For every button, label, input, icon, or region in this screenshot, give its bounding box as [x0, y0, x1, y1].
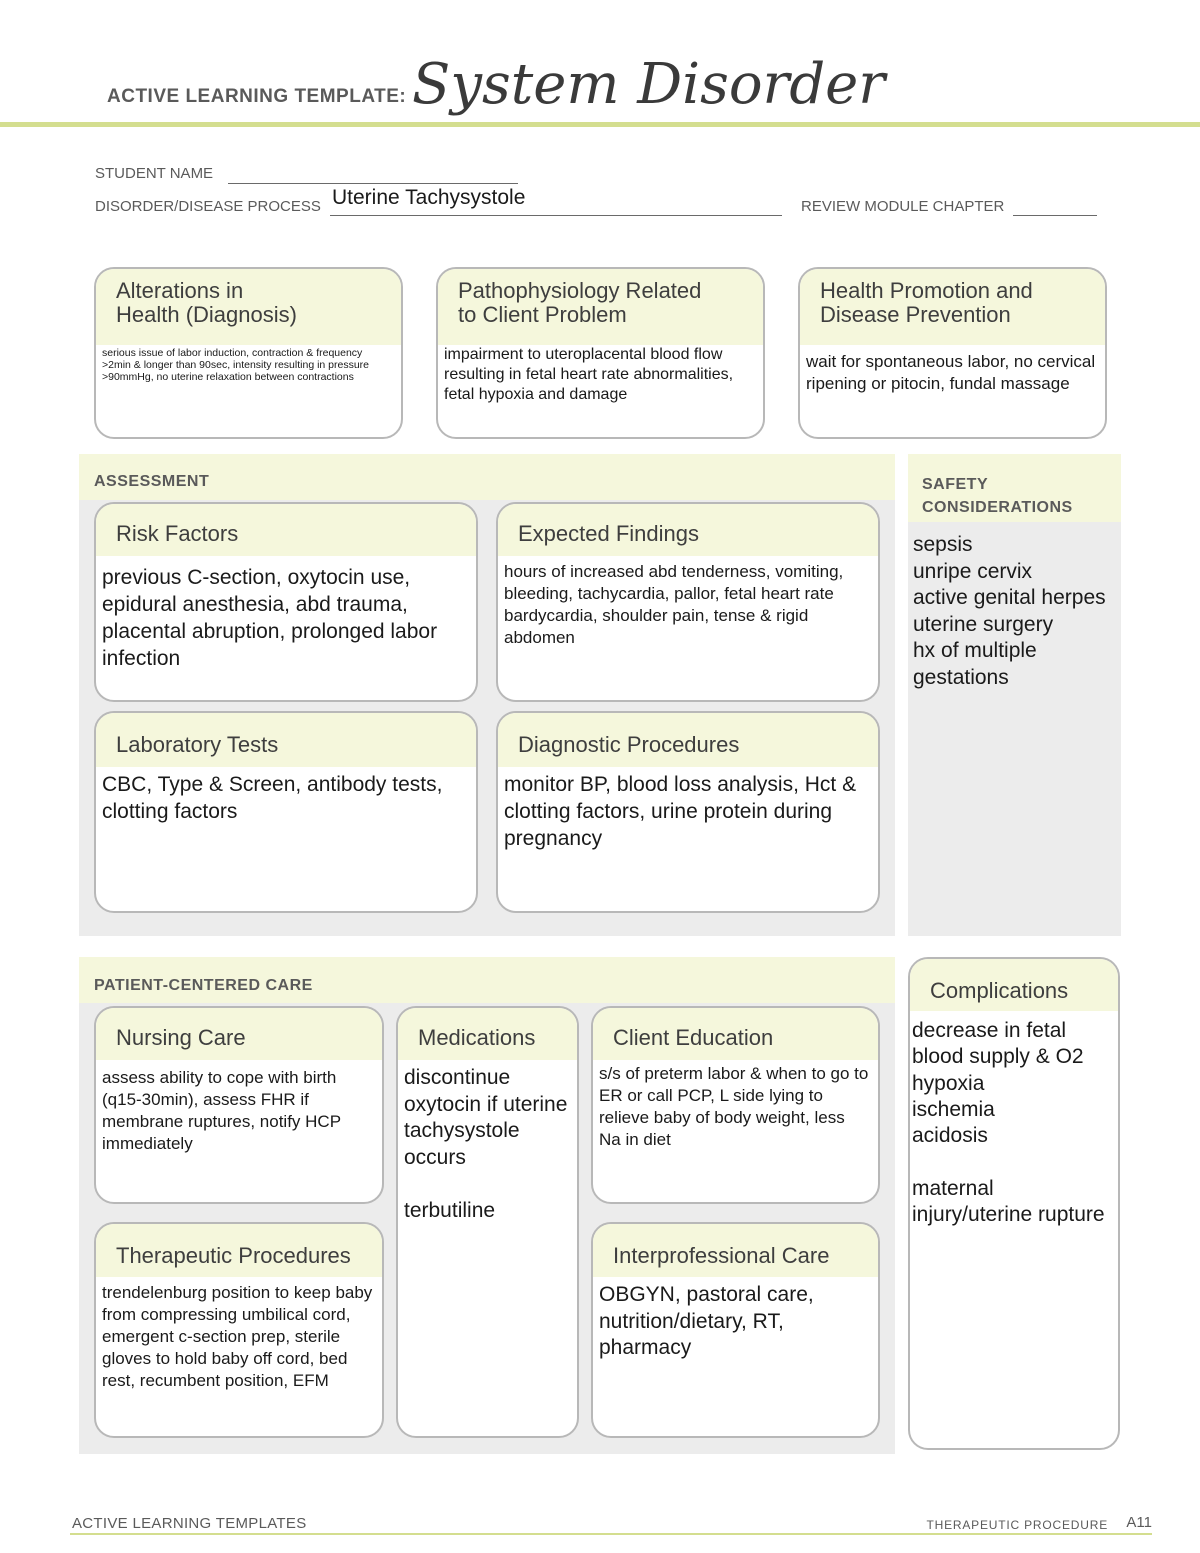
- interprofessional-care-body[interactable]: OBGYN, pastoral care, nutrition/dietary, RT, pharmacy: [599, 1283, 814, 1359]
- client-education-title: Client Education: [593, 1008, 878, 1060]
- diagnostic-procedures-body[interactable]: monitor BP, blood loss analysis, Hct & clotting factors, urine protein during pregnancy: [504, 773, 857, 850]
- pathophysiology-body[interactable]: impairment to uteroplacental blood flow resulting in fetal heart rate abnormalities, fetal hypoxia and damage: [444, 346, 734, 403]
- review-module-label: REVIEW MODULE CHAPTER: [801, 198, 1005, 215]
- risk-factors-box: [94, 502, 478, 702]
- health-promotion-body[interactable]: wait for spontaneous labor, no cervical ripening or pitocin, fundal massage: [806, 352, 1096, 393]
- student-name-label: STUDENT NAME: [95, 165, 214, 182]
- health-promotion-title: Health Promotion and Disease Prevention: [800, 269, 1105, 345]
- alterations-body[interactable]: serious issue of labor induction, contraction & frequency >2min & longer than 90sec, intensity resulting in pressure >90mmHg, no uterine relaxation between contractions: [102, 347, 370, 383]
- template-title: System Disorder: [412, 52, 886, 117]
- pathophysiology-box: [436, 267, 765, 439]
- footer-divider: [70, 1533, 1152, 1535]
- safety-title: SAFETY CONSIDERATIONS: [922, 476, 1073, 516]
- safety-body[interactable]: sepsis unripe cervix active genital herpes uterine surgery hx of multiple gestations: [913, 533, 1106, 689]
- complications-title: Complications: [910, 959, 1118, 1011]
- template-label: ACTIVE LEARNING TEMPLATE:: [107, 86, 407, 107]
- interprofessional-care-title: Interprofessional Care: [593, 1224, 878, 1277]
- risk-factors-body[interactable]: previous C-section, oxytocin use, epidural anesthesia, abd trauma, placental abruption, prolonged labor infection: [102, 566, 438, 670]
- patient-care-title: PATIENT-CENTERED CARE: [94, 977, 313, 994]
- nursing-care-body[interactable]: assess ability to cope with birth (q15-30min), assess FHR if membrane ruptures, notify HCP immediately: [102, 1068, 341, 1153]
- diagnostic-procedures-box: [496, 711, 880, 913]
- medications-box: [396, 1006, 579, 1438]
- alterations-box: [94, 267, 403, 439]
- expected-findings-body[interactable]: hours of increased abd tenderness, vomiting, bleeding, tachycardia, pallor, fetal heart rate bardycardia, shoulder pain, tense & rigid abdomen: [504, 562, 844, 647]
- footer-right: THERAPEUTIC PROCEDURE: [926, 1518, 1108, 1532]
- footer-left: ACTIVE LEARNING TEMPLATES: [72, 1515, 307, 1532]
- health-promotion-box: [798, 267, 1107, 439]
- expected-findings-box: [496, 502, 880, 702]
- nursing-care-title: Nursing Care: [96, 1008, 382, 1060]
- disorder-label: DISORDER/DISEASE PROCESS: [95, 198, 321, 215]
- nursing-care-box: [94, 1006, 384, 1204]
- complications-body[interactable]: decrease in fetal blood supply & O2 hypoxia ischemia acidosis maternal injury/uterine rupture: [912, 1019, 1105, 1227]
- laboratory-tests-title: Laboratory Tests: [96, 713, 476, 767]
- diagnostic-procedures-title: Diagnostic Procedures: [498, 713, 878, 767]
- disorder-field-line: [330, 215, 782, 216]
- client-education-body[interactable]: s/s of preterm labor & when to go to ER or call PCP, L side lying to relieve baby of body weight, less Na in diet: [599, 1064, 869, 1149]
- expected-findings-title: Expected Findings: [498, 504, 878, 556]
- disorder-field[interactable]: Uterine Tachysystole: [332, 186, 526, 209]
- therapeutic-procedures-body[interactable]: trendelenburg position to keep baby from compressing umbilical cord, emergent c-section prep, sterile gloves to hold baby off cord, bed rest, recumbent position, EFM: [102, 1283, 373, 1390]
- laboratory-tests-body[interactable]: CBC, Type & Screen, antibody tests, clotting factors: [102, 773, 443, 823]
- therapeutic-procedures-title: Therapeutic Procedures: [96, 1224, 382, 1277]
- review-module-field[interactable]: [1013, 215, 1097, 216]
- footer-page: A11: [1126, 1514, 1152, 1531]
- client-education-box: [591, 1006, 880, 1204]
- laboratory-tests-box: [94, 711, 478, 913]
- therapeutic-procedures-box: [94, 1222, 384, 1438]
- header-divider: [0, 122, 1200, 127]
- medications-body[interactable]: discontinue oxytocin if uterine tachysystole occurs terbutiline: [404, 1066, 568, 1222]
- medications-title: Medications: [398, 1008, 577, 1060]
- interprofessional-care-box: [591, 1222, 880, 1438]
- assessment-title: ASSESSMENT: [94, 473, 210, 490]
- complications-box: [908, 957, 1120, 1450]
- student-name-field[interactable]: [228, 183, 518, 184]
- risk-factors-title: Risk Factors: [96, 504, 476, 556]
- pathophysiology-title: Pathophysiology Related to Client Problem: [438, 269, 763, 345]
- alterations-title: Alterations in Health (Diagnosis): [96, 269, 401, 345]
- safety-section: [908, 454, 1121, 936]
